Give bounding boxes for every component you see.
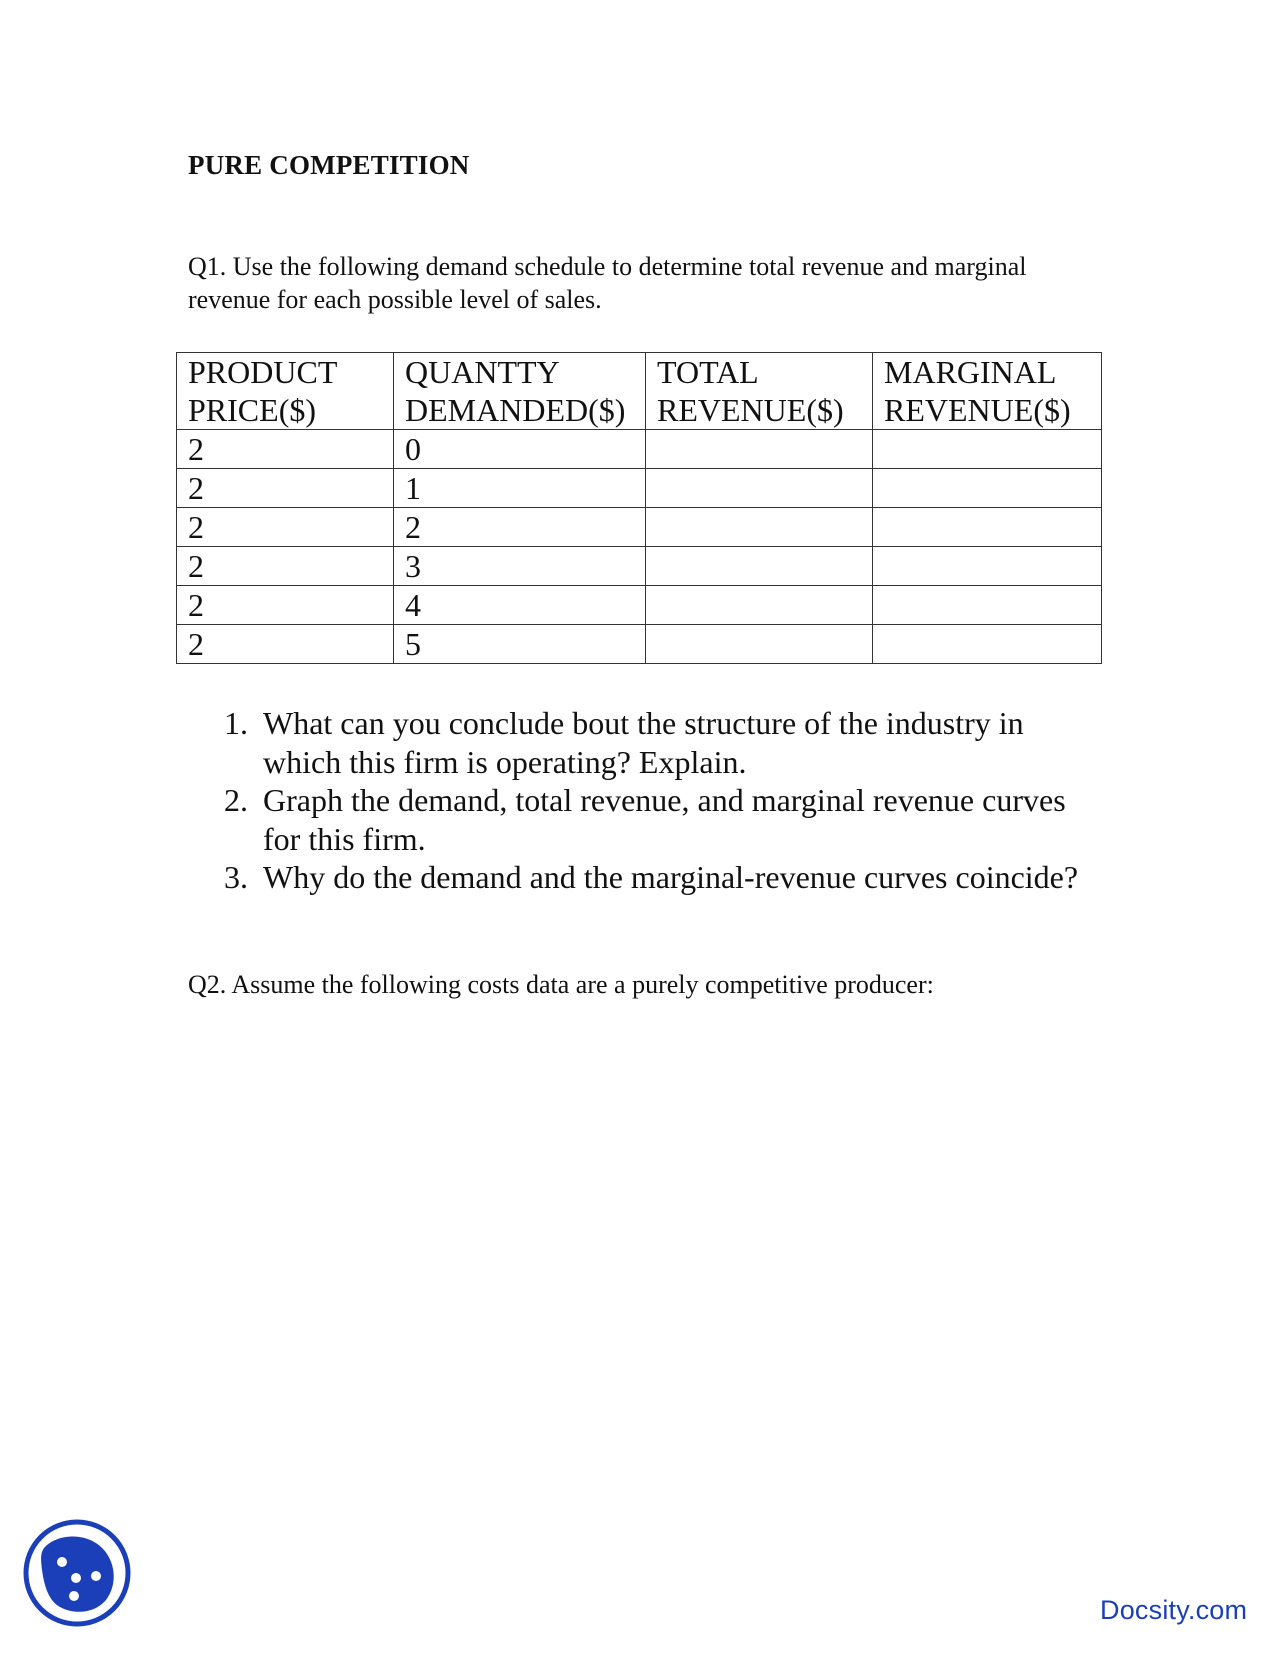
- quantity-cell: 3: [394, 547, 646, 586]
- table-header-row: [177, 353, 1102, 430]
- quantity-cell: 2: [394, 508, 646, 547]
- table-row: [177, 469, 1102, 508]
- total-revenue-cell: [646, 469, 873, 508]
- docsity-brand-link[interactable]: Docsity.com: [1100, 1595, 1248, 1625]
- list-item: [212, 704, 1092, 781]
- total-revenue-cell: [646, 547, 873, 586]
- question-1-text: Q1. Use the following demand schedule to determine total revenue and marginal revenue for each possible level of sales.: [188, 252, 1027, 314]
- marginal-revenue-cell: [873, 508, 1102, 547]
- price-cell: 2: [177, 586, 394, 625]
- quantity-cell: 0: [394, 430, 646, 469]
- marginal-revenue-cell: [873, 625, 1102, 664]
- table-row: [177, 625, 1102, 664]
- header-quantity-demanded: [394, 353, 646, 430]
- list-item: [212, 858, 1092, 897]
- price-cell: 2: [177, 508, 394, 547]
- marginal-revenue-cell: [873, 430, 1102, 469]
- header-total-revenue: [646, 353, 873, 430]
- price-cell: 2: [177, 430, 394, 469]
- price-cell: 2: [177, 625, 394, 664]
- header-line: REVENUE($): [657, 392, 844, 428]
- header-line: DEMANDED($): [405, 392, 626, 428]
- list-item-number: 1.: [224, 705, 248, 741]
- header-product-price: [177, 353, 394, 430]
- table-row: [177, 430, 1102, 469]
- quantity-cell: 1: [394, 469, 646, 508]
- question-list: [212, 704, 1092, 897]
- table-row: [177, 508, 1102, 547]
- list-item-text: What can you conclude bout the structure of the industry in which this firm is operating? Explain.: [263, 705, 1024, 780]
- header-line: PRODUCT: [188, 354, 338, 390]
- header-line: REVENUE($): [884, 392, 1071, 428]
- list-item-text: Why do the demand and the marginal-revenue curves coincide?: [263, 859, 1079, 895]
- docsity-logo-icon[interactable]: [22, 1518, 132, 1628]
- header-line: PRICE($): [188, 392, 316, 428]
- header-marginal-revenue: [873, 353, 1102, 430]
- price-cell: 2: [177, 469, 394, 508]
- table-row: [177, 586, 1102, 625]
- header-line: MARGINAL: [884, 354, 1057, 390]
- list-item: [212, 781, 1092, 858]
- list-item-number: 3.: [224, 859, 248, 895]
- marginal-revenue-cell: [873, 586, 1102, 625]
- page-title: PURE COMPETITION: [188, 150, 470, 180]
- total-revenue-cell: [646, 508, 873, 547]
- total-revenue-cell: [646, 625, 873, 664]
- list-item-text: Graph the demand, total revenue, and marginal revenue curves for this firm.: [263, 782, 1066, 857]
- header-line: TOTAL: [657, 354, 759, 390]
- demand-schedule-table: [176, 352, 1102, 664]
- quantity-cell: 4: [394, 586, 646, 625]
- question-2-text: Q2. Assume the following costs data are a purely competitive producer:: [188, 970, 934, 999]
- marginal-revenue-cell: [873, 547, 1102, 586]
- price-cell: 2: [177, 547, 394, 586]
- quantity-cell: 5: [394, 625, 646, 664]
- table-row: [177, 547, 1102, 586]
- total-revenue-cell: [646, 586, 873, 625]
- list-item-number: 2.: [224, 782, 248, 818]
- header-line: QUANTTY: [405, 354, 560, 390]
- marginal-revenue-cell: [873, 469, 1102, 508]
- total-revenue-cell: [646, 430, 873, 469]
